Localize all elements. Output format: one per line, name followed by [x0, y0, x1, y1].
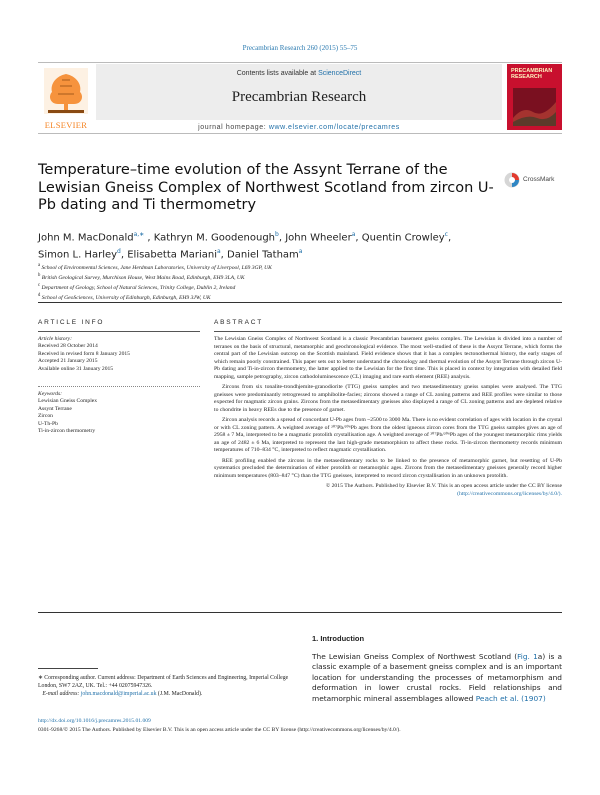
keyword: Zircon [38, 413, 53, 420]
affiliation-text: British Geological Survey, Murchison House, West Mains Road, Edinburgh, EH9 3LA, UK [41, 274, 245, 281]
keyword: U-Th-Pb [38, 420, 58, 427]
footnote-text: Corresponding author. Current address: Department of Earth Sciences and Engineering, Imperial College London, SW7 2AZ, UK. Tel.: +44 02075947326. [38, 675, 289, 689]
affiliation-text: School of Environmental Sciences, Jane Herdman Laboratories, University of Liverpool, L69 3GP, UK [41, 264, 272, 271]
figure-ref-link[interactable]: Fig. 1 [517, 652, 538, 661]
intro-paragraph [312, 652, 562, 704]
footnote-rule [38, 668, 98, 669]
doi-link[interactable]: http://dx.doi.org/10.1016/j.precamres.2015.01.009 [38, 718, 151, 724]
abstract-paragraph: The Lewisian Gneiss Complex of Northwest Scotland is a classic Precambrian basement gneiss complex. The Lewisian is divided into a number of terranes on the basis of structural, metamorphic and geochronological evidence. The most well-studied of these is the Assynt Terrane, which forms the central part of the Lewisian outcrop on the Scottish mainland. Field evidence shows that it has a complex tectonothermal history, the early stages of which remain poorly constrained. This paper sets out to better understand the chronology and thermal evolution of the Assynt Terrane through zircon U-Pb dating and Ti-in-zircon thermometry, the latter applied to the Lewisian for the first time. This is placed in context by integration with detailed field mapping, sample petrography, zircon cathodoluminescence (CL) imaging and rare earth element (REE) analysis. [214, 336, 562, 380]
author-name[interactable]: Daniel Tatham [227, 249, 299, 261]
journal-citation[interactable]: Precambrian Research 260 (2015) 55–75 [242, 44, 358, 52]
publisher-logo-text: ELSEVIER [44, 120, 88, 130]
history-item: Available online 31 January 2015 [38, 365, 114, 372]
sciencedirect-link[interactable]: ScienceDirect [318, 70, 362, 77]
elsevier-logo[interactable] [38, 66, 94, 130]
journal-cover[interactable] [507, 64, 562, 130]
author-affil-mark[interactable]: a [298, 248, 303, 256]
history-item: Received in revised form 8 January 2015 [38, 350, 130, 357]
journal-name: Precambrian Research [231, 89, 367, 105]
affiliation [38, 272, 558, 282]
crossmark-label: CrossMark [523, 176, 555, 183]
article-history [38, 336, 200, 373]
keywords-label: Keywords: [38, 391, 63, 397]
copyright-footer: 0301-9268/© 2015 The Authors. Published by Elsevier B.V. This is an open access article under the CC BY license (http://creativecommons.org/licenses/by/4.0/). [38, 727, 401, 733]
keyword: Ti-in-zircon thermometry [38, 428, 96, 435]
affiliation [38, 282, 558, 292]
author-separator: , [144, 232, 154, 244]
affiliation-list [38, 262, 558, 301]
author-affil-mark[interactable]: d [117, 248, 121, 256]
email-link[interactable]: john.macdonald@imperial.ac.uk [80, 691, 157, 697]
intro-heading: 1. Introduction [312, 634, 365, 643]
homepage-prefix: journal homepage: [198, 124, 269, 131]
contents-line [96, 70, 502, 77]
abstract-body [214, 336, 562, 498]
author-name[interactable]: Kathryn M. Goodenough [153, 232, 276, 244]
abstract-heading: ABSTRACT [214, 319, 264, 326]
affiliation-mark: c [38, 282, 41, 288]
author-separator: , [220, 249, 228, 261]
abstract-paragraph: REE profiling enabled the zircons in the metasedimentary rocks to be linked to the presence of metamorphic garnet, but resetting of U-Pb systematics precluded the determination of either protolith or metamorphic ages. Zircons from the metasedimentary gneisses generally record higher minimum temperatures (803–847 °C) than the TTG gneisses, interpreted to record zircon crystallisation in an unknown protolith. [214, 457, 562, 479]
history-item: Received 28 October 2014 [38, 343, 98, 350]
author-list [38, 228, 558, 263]
abstract-paragraph: Zircons from six tonalite-trondhjemite-granodiorite (TTG) gneiss samples and two metasedimentary gneiss samples were analysed. The TTG gneisses were predominantly retrogressed to amphibolite-facies; zircons showed a range of CL zoning patterns and REE profiles were similar to those expected for magmatic zircon grains. Zircons from the metasedimentary gneisses also displayed a range of CL zoning patterns and are depleted relative to chondrite in heavy REEs due to the presence of garnet. [214, 384, 562, 413]
abstract-paragraph: Zircon analysis records a spread of concordant U-Pb ages from ~2500 to 3000 Ma. There is no evident correlation of ages with location in the crystal or with CL zoning pattern. A weighted average of ²⁰⁷Pb/²⁰⁶Pb ages from the oldest igneous zircon cores from the TTG gneiss samples gives an age of 2958 ± 7 Ma, interpreted to be a magmatic protolith crystallisation age. A weighted average of ²⁰⁷Pb/²⁰⁶Pb ages of the youngest metamorphic rims yields an age of 2482 ± 6 Ma, interpreted to represent the last high-grade metamorphism to affect these rocks. Ti-in-zircon thermometry records minimum temperatures of 710–834 °C, interpreted to reflect magmatic crystallisation. [214, 417, 562, 453]
author-separator: , [447, 232, 452, 244]
affiliation-mark: b [38, 272, 41, 278]
corresponding-author-note [38, 674, 300, 698]
license-notice [214, 483, 562, 498]
author-name[interactable]: Quentin Crowley [361, 232, 445, 244]
author-separator: , [355, 232, 362, 244]
author-name[interactable]: Elisabetta Mariani [127, 249, 217, 261]
divider [38, 302, 562, 303]
email-suffix: (J.M. MacDonald). [156, 691, 203, 697]
divider [38, 612, 562, 613]
keyword: Lewisian Gneiss Complex [38, 398, 98, 405]
history-label: Article history: [38, 336, 73, 342]
intro-text: The Lewisian Gneiss Complex of Northwest Scotland ( [312, 652, 518, 661]
author-name[interactable]: John Wheeler [285, 232, 352, 244]
affiliation-mark: d [38, 292, 41, 298]
license-link[interactable]: (http://creativecommons.org/licenses/by/4.0/). [457, 490, 562, 497]
affiliation [38, 262, 558, 272]
affiliation-text: School of GeoSciences, University of Edinburgh, Edinburgh, EH9 3JW, UK [41, 294, 211, 301]
citation-link[interactable]: Peach et al. (1907) [475, 693, 546, 703]
keyword-list [38, 391, 200, 435]
author-affil-mark[interactable]: a [351, 231, 356, 238]
article-title: Temperature–time evolution of the Assynt Terrane of the Lewisian Gneiss Complex of Northwest Scotland from zircon U-Pb dating and Ti thermometry [38, 162, 494, 213]
article-info-heading: ARTICLE INFO [38, 319, 105, 326]
cover-title: PRECAMBRIAN RESEARCH [511, 68, 553, 80]
author-separator: , [120, 249, 128, 261]
footnote-mark: ∗ [38, 675, 43, 681]
author-affil-mark[interactable]: c [444, 231, 448, 238]
intro-text: a) is a classic example of a basement gneiss complex and is an important location for understanding the processes of metamorphism and deformation in lower crustal rocks. Field relationships and metamorphic mineral assemblages allowed [312, 652, 563, 703]
contents-prefix: Contents lists available at [236, 70, 319, 77]
history-item: Accepted 21 January 2015 [38, 358, 98, 365]
crossmark-badge[interactable] [504, 172, 564, 188]
affiliation-mark: a [38, 263, 41, 268]
author-name[interactable]: John M. MacDonald [38, 232, 134, 244]
email-label: E-mail address: [42, 691, 80, 697]
homepage-link[interactable]: www.elsevier.com/locate/precamres [268, 124, 400, 131]
license-text: © 2015 The Authors. Published by Elsevier B.V. This is an open access article under the CC BY license [325, 483, 562, 489]
divider [214, 331, 562, 332]
author-separator: , [278, 232, 286, 244]
keyword: Assynt Terrane [38, 405, 72, 412]
author-affil-mark[interactable]: a,∗ [133, 231, 145, 238]
divider [38, 386, 200, 387]
author-name[interactable]: Simon L. Harley [38, 249, 118, 261]
author-affil-mark[interactable]: b [275, 231, 279, 238]
author-affil-mark[interactable]: a [216, 248, 221, 256]
cover-rock-image [513, 88, 556, 126]
journal-homepage [96, 124, 502, 131]
divider [38, 331, 200, 332]
affiliation [38, 292, 558, 302]
crossmark-icon [504, 172, 520, 188]
affiliation-text: Department of Geology, School of Natural Sciences, Trinity College, Dublin 2, Ireland [41, 284, 236, 291]
